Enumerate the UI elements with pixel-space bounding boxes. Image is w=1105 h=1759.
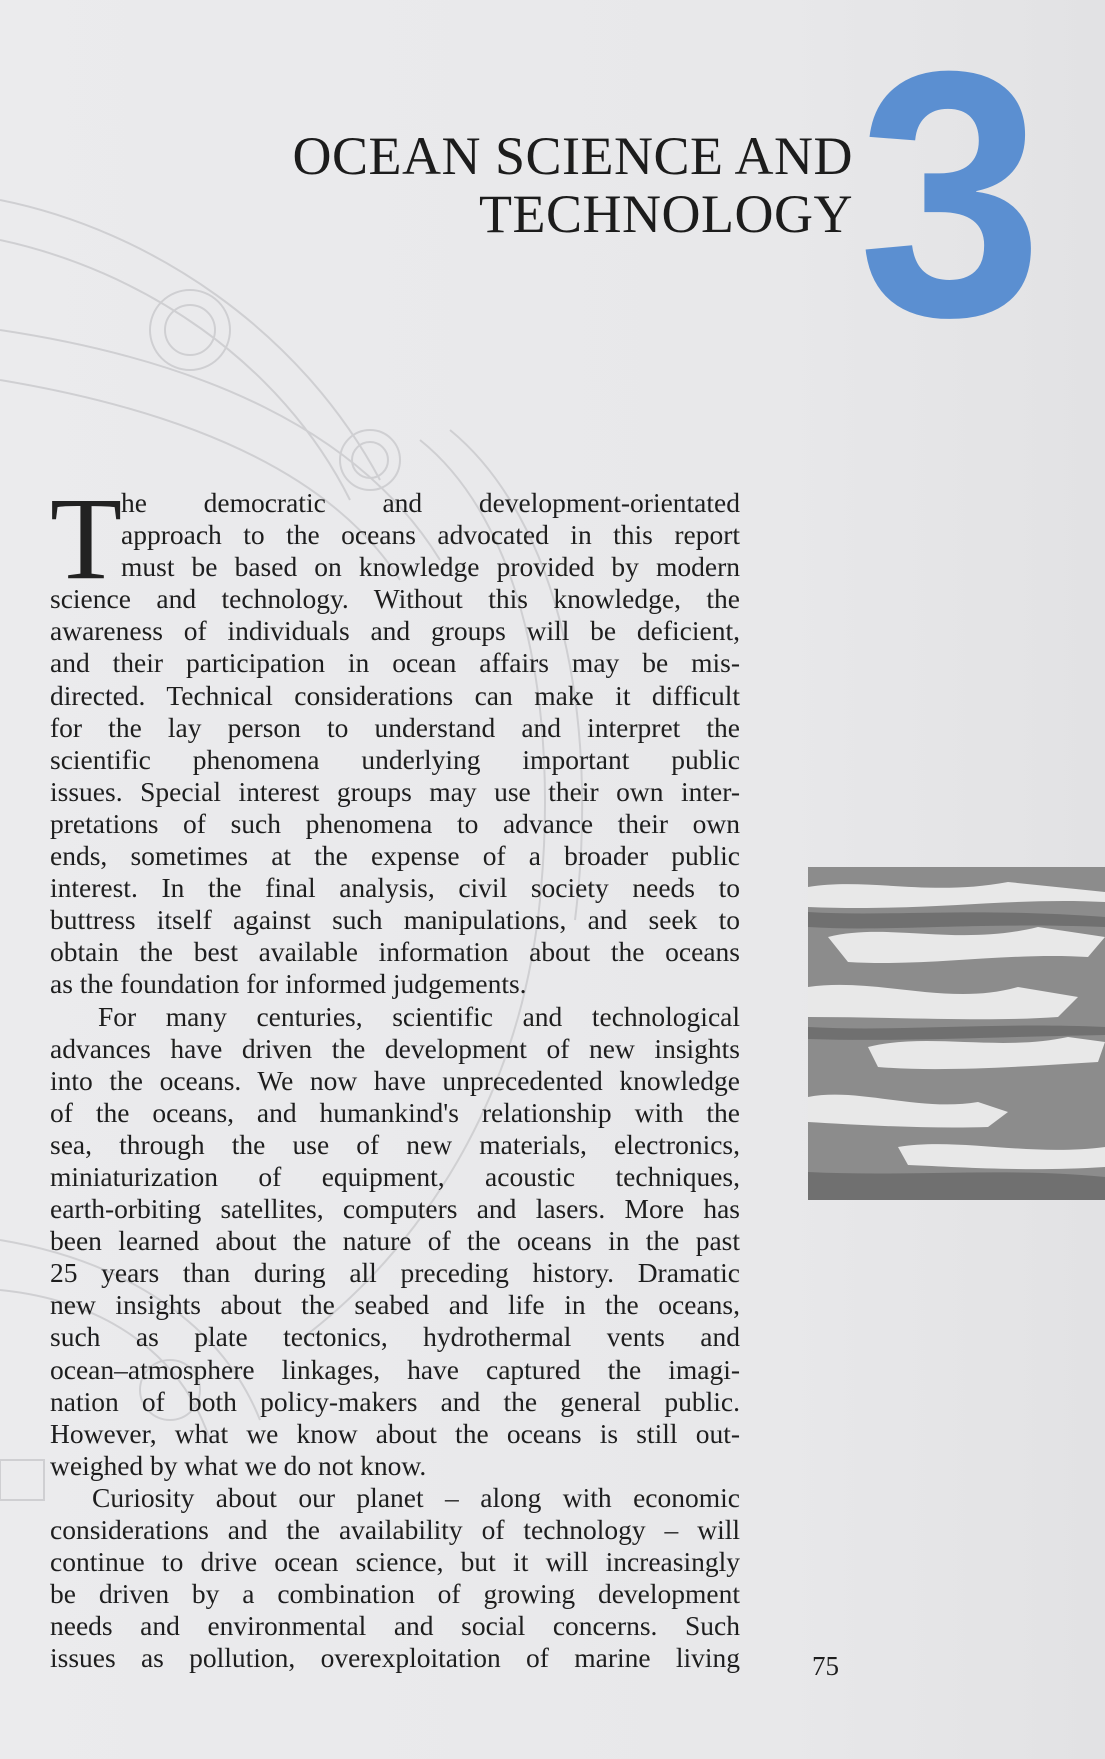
text-line: must be based on knowledge provided by modern (121, 551, 740, 583)
text-line: issues as pollution, overexploitation of marine living (50, 1642, 740, 1674)
text-line: as the foundation for informed judgements. (50, 968, 527, 1000)
text-line: into the oceans. We now have unprecedented knowledge (50, 1064, 740, 1096)
text-line: approach to the oceans advocated in this report (121, 519, 740, 551)
text-line: be driven by a combination of growing development (50, 1578, 740, 1610)
drop-cap: T (50, 473, 123, 604)
text-line: interest. In the final analysis, civil society needs to (50, 872, 740, 904)
text-line: buttress itself against such manipulations, and seek to (50, 904, 740, 936)
text-line: pretations of such phenomena to advance their own (50, 807, 740, 839)
text-line: miniaturization of equipment, acoustic techniques, (50, 1160, 740, 1192)
text-line: such as plate tectonics, hydrothermal vents and (50, 1321, 740, 1353)
ocean-waves-image (808, 867, 1105, 1200)
text-line: new insights about the seabed and life in the oceans, (50, 1289, 740, 1321)
text-line: been learned about the nature of the oceans in the past (50, 1225, 740, 1257)
text-line: considerations and the availability of technology – will (50, 1514, 740, 1545)
chapter-number: 3 (858, 0, 1043, 390)
text-line: and their participation in ocean affairs may be mis- (50, 647, 740, 679)
text-line: nation of both policy-makers and the general public. (50, 1385, 740, 1417)
text-line: awareness of individuals and groups will be deficient, (50, 615, 740, 647)
text-line: However, what we know about the oceans is still out- (50, 1417, 740, 1449)
text-line: for the lay person to understand and interpret the (50, 711, 740, 743)
text-line: earth-orbiting satellites, computers and lasers. More has (50, 1193, 740, 1225)
chapter-title-line-2: TECHNOLOGY (479, 184, 853, 244)
text-line: 25 years than during all preceding history. Dramatic (50, 1257, 740, 1289)
text-line: For many centuries, scientific and technological (98, 1000, 740, 1032)
page-number: 75 (812, 1651, 839, 1681)
text-line: of the oceans, and humankind's relationship with the (50, 1096, 740, 1128)
text-line: science and technology. Without this knowledge, the (50, 583, 740, 615)
text-line: scientific phenomena underlying important public (50, 743, 740, 775)
text-line: advances have driven the development of new insights (50, 1032, 740, 1064)
ocean-surface-photo (808, 867, 1105, 1200)
text-line: weighed by what we do not know. (50, 1449, 427, 1481)
text-line: ocean–atmosphere linkages, have captured the imagi- (50, 1353, 740, 1385)
text-line: continue to drive ocean science, but it will increasingly (50, 1546, 740, 1578)
text-line: sea, through the use of new materials, electronics, (50, 1128, 740, 1160)
chapter-title-line-1: OCEAN SCIENCE AND (292, 126, 853, 186)
text-line: issues. Special interest groups may use their own inter- (50, 775, 740, 807)
text-line: needs and environmental and social concerns. Such (50, 1610, 740, 1642)
body-text (50, 487, 740, 1674)
text-line: Curiosity about our planet – along with economic (92, 1481, 740, 1513)
text-line: obtain the best available information about the oceans (50, 936, 740, 968)
text-line: directed. Technical considerations can make it difficult (50, 679, 740, 711)
text-line: ends, sometimes at the expense of a broader public (50, 840, 740, 872)
text-line: he democratic and development-orientated (121, 487, 740, 518)
